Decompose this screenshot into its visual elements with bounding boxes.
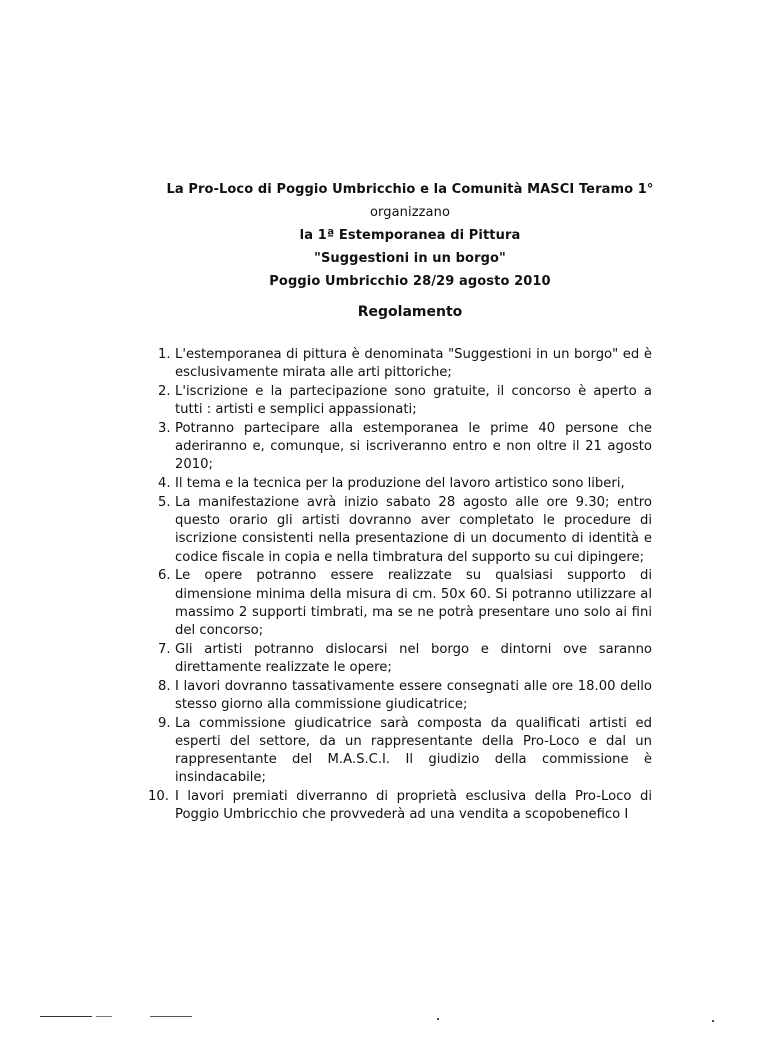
- rule-number: 9.: [158, 715, 171, 731]
- rule-number: 4.: [158, 476, 171, 492]
- rule-item: [158, 678, 652, 714]
- rule-item: [148, 788, 652, 824]
- rule-text: La manifestazione avrà inizio sabato 28 agosto alle ore 9.30; entro questo orario gli artisti dovranno aver completato le procedure di iscrizione consistenti nella presentazione di un documento di identità e codice fiscale in copia e nella timbratura del supporto su cui dipingere;: [175, 495, 652, 565]
- scan-artifact-dot: [437, 1018, 439, 1020]
- rule-text: Le opere potranno essere realizzate su qualsiasi supporto di dimensione minima della misura di cm. 50x 60. Si potranno utilizzare al massimo 2 supporti timbrati, ma se ne potrà presentare uno solo ai fini del concorso;: [175, 568, 652, 639]
- rule-number: 7.: [158, 641, 171, 657]
- rule-item: [158, 346, 652, 382]
- page-title: Regolamento: [357, 304, 463, 320]
- rule-text: La commissione giudicatrice sarà composta da qualificati artisti ed esperti del settore, da un rappresentante della Pro-Loco e dal un rappresentante del M.A.S.C.I. Il giudizio della commissione è insindacabile;: [175, 715, 652, 786]
- rule-item: [158, 567, 652, 640]
- scan-artifact-line: [96, 1016, 112, 1017]
- rule-item: [158, 475, 652, 493]
- header-event-place-date: Poggio Umbricchio 28/29 agosto 2010: [269, 274, 551, 289]
- rule-item: [158, 715, 652, 788]
- event-header: [140, 178, 680, 293]
- rule-item: [158, 383, 652, 419]
- rule-text: Il tema e la tecnica per la produzione del lavoro artistico sono liberi,: [175, 476, 625, 492]
- rule-item: [158, 420, 652, 475]
- rule-text: Potranno partecipare alla estemporanea le prime 40 persone che aderiranno e, comunque, si iscriveranno entro e non oltre il 21 agosto 2010;: [175, 421, 652, 473]
- header-event-subtitle: "Suggestioni in un borgo": [314, 251, 506, 266]
- scan-artifact-line: [150, 1016, 192, 1017]
- header-event-name: la 1ª Estemporanea di Pittura: [299, 228, 521, 243]
- rule-number: 1.: [158, 347, 171, 362]
- rule-number: 5.: [158, 495, 171, 510]
- rule-item: [158, 641, 652, 677]
- rule-number: 10.: [148, 789, 169, 805]
- rule-text: L'iscrizione e la partecipazione sono gratuite, il concorso è aperto a tutti : artisti e semplici appassionati;: [175, 384, 652, 418]
- rule-text: I lavori dovranno tassativamente essere consegnati alle ore 18.00 dello stesso giorno alla commissione giudicatrice;: [175, 678, 652, 713]
- header-organize-verb: organizzano: [369, 205, 451, 220]
- rule-item: [158, 494, 652, 567]
- rule-text: I lavori premiati diverranno di proprietà esclusiva della Pro-Loco di Poggio Umbricchio che provvederà ad una vendita a scopobenefico I: [175, 789, 652, 823]
- scan-artifact-line: [40, 1016, 92, 1017]
- rule-text: L'estemporanea di pittura è denominata "Suggestioni in un borgo" ed è esclusivamente mirata alle arti pittoriche;: [175, 347, 652, 381]
- header-organizers: La Pro-Loco di Poggio Umbricchio e la Comunità MASCI Teramo 1°: [166, 182, 654, 197]
- rule-number: 8.: [158, 678, 171, 694]
- rule-number: 6.: [158, 568, 171, 584]
- scan-artifact-dot: [712, 1020, 714, 1022]
- rule-number: 3.: [158, 421, 171, 436]
- rule-text: Gli artisti potranno dislocarsi nel borgo e dintorni ove saranno direttamente realizzate le opere;: [175, 641, 652, 676]
- rules-list: [148, 346, 652, 825]
- rule-number: 2.: [158, 384, 171, 399]
